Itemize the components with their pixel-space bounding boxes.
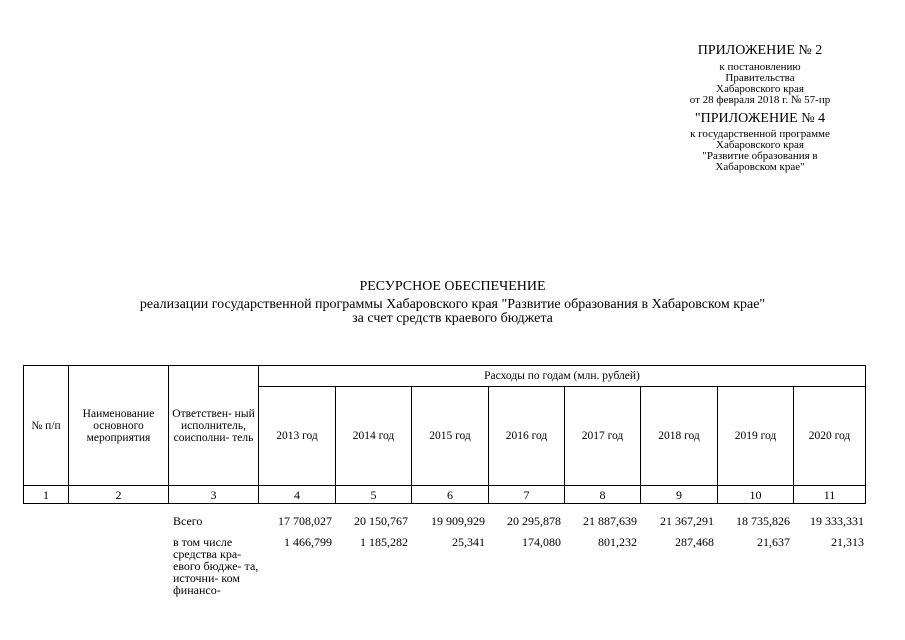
appendix-4-line: Хабаровском крае" [715, 161, 805, 173]
appendix-4-line: к государственной программе [690, 128, 830, 140]
year-header: 2016 год [489, 387, 565, 486]
table-cell: 21 887,639 [583, 514, 637, 528]
document-subtitle-2: за счет средств краевого бюджета [352, 311, 553, 326]
appendix-4-title: "ПРИЛОЖЕНИЕ № 4 [694, 111, 826, 126]
table-cell: 18 735,826 [736, 514, 790, 528]
document-subtitle: реализации государственной программы Хабаровского края "Развитие образования в Хабаровском крае" [139, 297, 766, 312]
column-number: 8 [565, 486, 641, 504]
table-cell: 20 150,767 [354, 514, 408, 528]
column-number: 5 [336, 486, 412, 504]
column-number: 4 [259, 486, 336, 504]
document-heading [0, 279, 905, 326]
appendix-2-line: Правительства [725, 72, 795, 84]
year-header: 2013 год [259, 387, 336, 486]
column-number: 10 [718, 486, 794, 504]
column-number: 2 [69, 486, 169, 504]
column-number: 6 [412, 486, 489, 504]
appendix-2-line: от 28 февраля 2018 г. № 57-пр [689, 94, 831, 106]
appendix-2-title: ПРИЛОЖЕНИЕ № 2 [697, 43, 823, 58]
appendix-4-block [650, 112, 870, 173]
table-cell: 1 185,282 [360, 535, 408, 549]
table-cell: 21,313 [831, 535, 864, 549]
column-number: 1 [24, 486, 69, 504]
table-cell: 17 708,027 [278, 514, 332, 528]
appendix-2-line: Хабаровского края [716, 83, 804, 95]
row-label-including: в том числе средства кра- евого бюдже- та, источни- ком финансо- [173, 535, 259, 597]
appendix-2-line: к постановлению [719, 61, 801, 73]
column-number: 7 [489, 486, 565, 504]
year-header: 2020 год [794, 387, 866, 486]
appendix-4-line: Хабаровского края [716, 139, 804, 151]
document-title: РЕСУРСНОЕ ОБЕСПЕЧЕНИЕ [359, 279, 546, 294]
table-cell: 21,637 [757, 535, 790, 549]
col-header-no: № п/п [24, 366, 69, 486]
year-header: 2017 год [565, 387, 641, 486]
table-cell: 1 466,799 [284, 535, 332, 549]
year-header: 2019 год [718, 387, 794, 486]
appendix-2-block [650, 44, 870, 106]
year-header: 2015 год [412, 387, 489, 486]
table-cell: 25,341 [452, 535, 485, 549]
column-number: 3 [169, 486, 259, 504]
year-header: 2018 год [641, 387, 718, 486]
column-number: 11 [794, 486, 866, 504]
table-cell: 174,080 [522, 535, 561, 549]
table-cell: 21 367,291 [660, 514, 714, 528]
col-header-executor: Ответствен- ный исполнитель, соисполни- тель [169, 366, 259, 486]
appendix-4-line: "Развитие образования в [702, 150, 818, 162]
col-header-years-caption: Расходы по годам (млн. рублей) [259, 366, 866, 387]
table-cell: 20 295,878 [507, 514, 561, 528]
table-cell: 19 333,331 [810, 514, 864, 528]
table-cell: 801,232 [598, 535, 637, 549]
year-header: 2014 год [336, 387, 412, 486]
table-cell: 19 909,929 [431, 514, 485, 528]
resource-table-header [23, 365, 866, 504]
row-label-total: Всего [173, 514, 203, 528]
col-header-name: Наименование основного мероприятия [69, 366, 169, 486]
table-cell: 287,468 [675, 535, 714, 549]
column-number: 9 [641, 486, 718, 504]
